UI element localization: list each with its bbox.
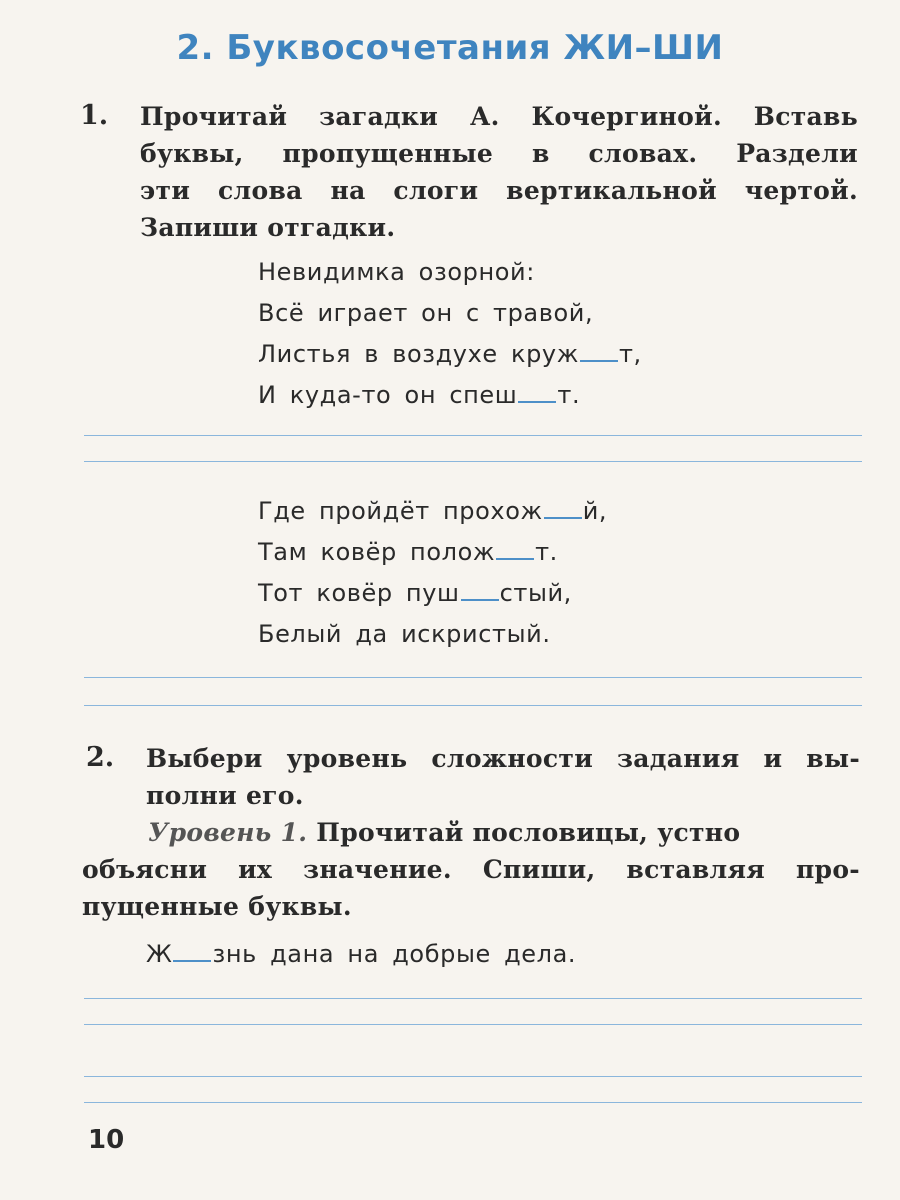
task-2-number: 2. [86,742,115,773]
page-title: 2. Буквосочетания ЖИ–ШИ [176,28,724,68]
answer-line[interactable] [84,1102,862,1103]
answer-line[interactable] [84,461,862,462]
task-2-line: объясни их значение. Спиши, вставляя про- [82,855,860,884]
task-2-line: пущенные буквы. [82,892,352,921]
riddle-line: Белый да искристый. [258,620,551,648]
riddle-line: Всё играет он с травой, [258,299,594,327]
task-1-line: Прочитай загадки А. Кочергиной. Вставь [140,102,858,131]
riddle-line: Там ковёр полож т. [258,538,558,566]
task-1-line: эти слова на слоги вертикальной чертой. [140,176,858,205]
level-label: Уровень 1. [148,818,308,847]
task-2-instructions-cont [82,851,860,925]
riddle-line: Тот ковёр пуш стый, [258,579,572,607]
task-2-instructions [146,740,860,851]
letter-blank[interactable] [580,342,618,362]
task-2-line: Уровень 1. Прочитай пословицы, устно [148,818,741,847]
riddle-line: Листья в воздухе круж т, [258,340,642,368]
riddle-line: Где пройдёт прохож й, [258,497,608,525]
task-1-line: буквы, пропущенные в словах. Раздели [140,139,858,168]
letter-blank[interactable] [544,499,582,519]
riddle-2 [258,491,607,655]
riddle-line: И куда-то он спеш т. [258,381,581,409]
letter-blank[interactable] [518,383,556,403]
task-2-line: полни его. [146,781,304,810]
riddle-line: Невидимка озорной: [258,258,535,286]
task-1-number: 1. [80,100,109,131]
task-1-instructions [140,98,858,246]
letter-blank[interactable] [461,581,499,601]
letter-blank[interactable] [173,942,211,962]
answer-line[interactable] [84,705,862,706]
answer-line[interactable] [84,998,862,999]
answer-line[interactable] [84,677,862,678]
proverb: Ж знь дана на добрые дела. [146,940,577,968]
letter-blank[interactable] [496,540,534,560]
riddle-1 [258,252,642,416]
task-1-line: Запиши отгадки. [140,213,396,242]
page-number: 10 [88,1125,125,1155]
task-2-line: Выбери уровень сложности задания и вы- [146,744,860,773]
answer-line[interactable] [84,1076,862,1077]
answer-line[interactable] [84,435,862,436]
answer-line[interactable] [84,1024,862,1025]
